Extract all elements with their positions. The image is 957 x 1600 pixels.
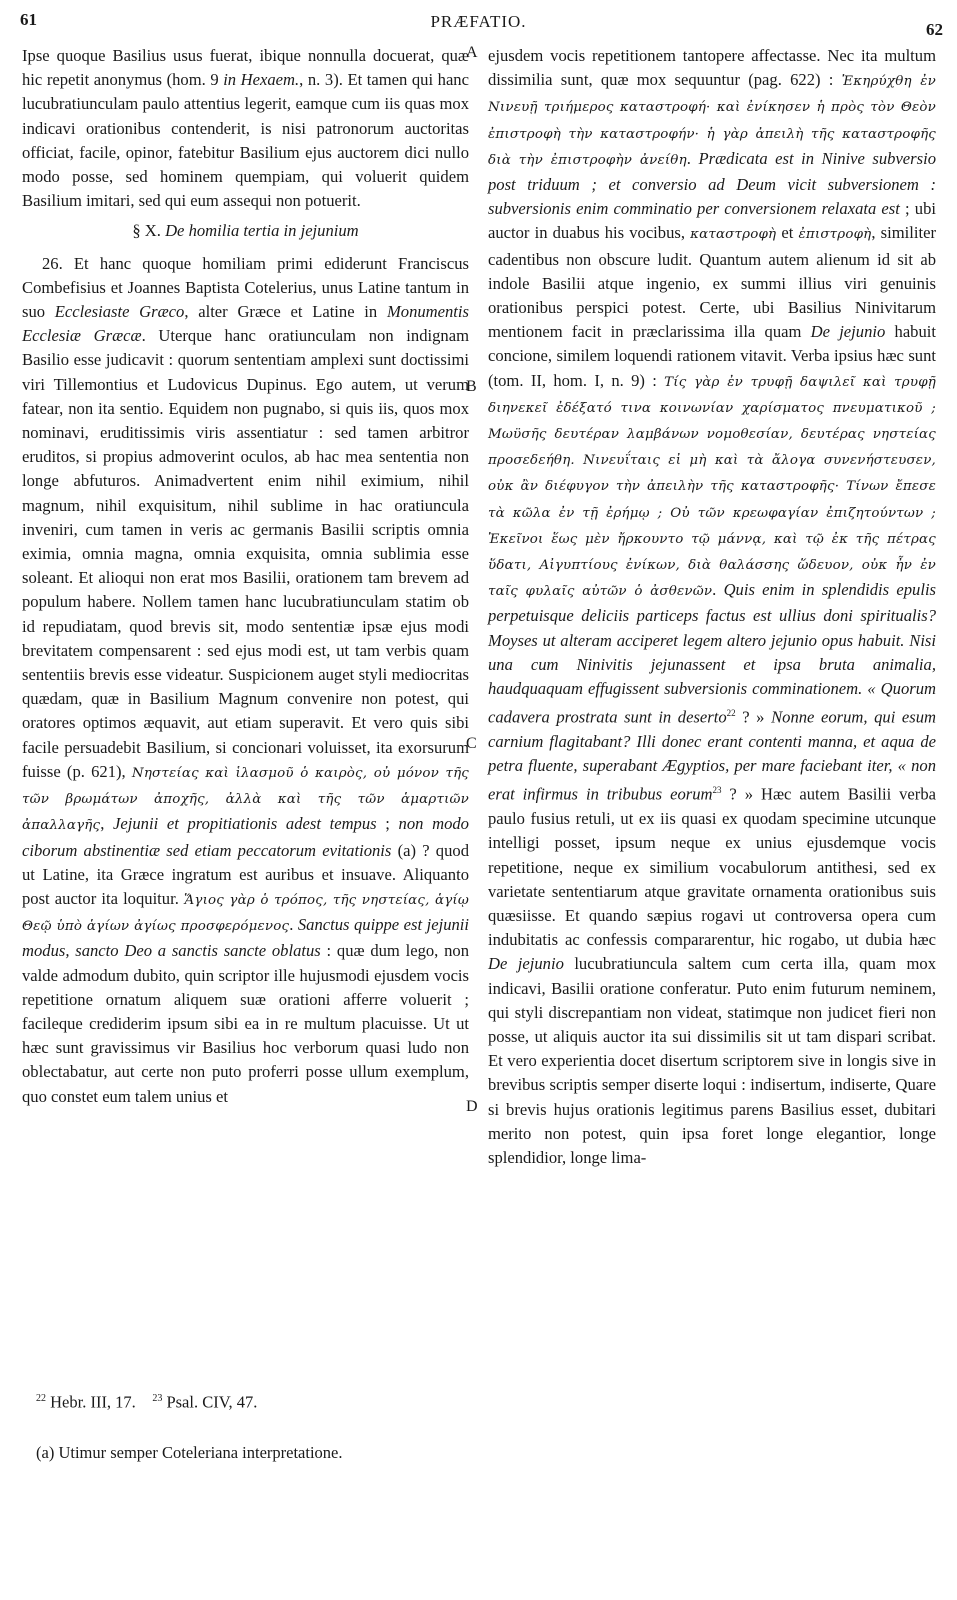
footnote-23-text: Psal. CIV, 47.: [166, 1392, 258, 1412]
footnote-22-number: 22: [36, 1393, 46, 1404]
margin-letter-b: B: [466, 378, 477, 395]
footnote-ref: 22: [726, 708, 736, 719]
text-run: ejusdem vocis repetitionem tantopere affectasse. Nec ita multum dissimilia sunt, quæ mox sequuntur (pag. 622) :: [488, 46, 936, 90]
text-run: ? » Hæc autem Basilii verba paulo fusius retuli, ut ex iis quasi ex quodam specimine utcunque intelligi posset, ipsum neque ex unius ejusdemque vocis repetitione, neque ex similium vocabulorum antithesi, sed ex varietate sententiarum atque gravitate ornamenta orationibus suis quæsiisse. Et quando sæpius rogavi ut controversa opera cum indubitatis ac confessis compararentur, hic rogabo, ut dubia hæc: [488, 784, 936, 950]
italic-text: Jejunii et propitiationis adest tempus: [113, 814, 377, 834]
text-run: ? »: [735, 707, 772, 727]
text-run: (a) ? quod ut Latine, ita Græce ingratum est auribus et insuave. Aliquanto post auctor ita loquitur.: [22, 840, 469, 908]
italic-text: in Hexaem.: [223, 70, 300, 90]
italic-text: De jejunio: [810, 322, 886, 342]
italic-text: Sanctus quippe est jejunii modus, sancto Deo a sanctis sancte oblatus: [22, 915, 470, 961]
italic-text: non modo ciborum abstinentiæ sed etiam peccatorum evitationis: [22, 814, 469, 860]
text-run: , similiter cadentibus non obscure ludit. Quantum autem alienum id sit ab indole Basilii atque ingenio, ex summi illius viri genuinis orationibus perspici potest. Certe, ubi Basilius Ninivitarum mentionem facit in præclarissima illa quam: [488, 223, 936, 342]
section-mark: § X.: [132, 221, 161, 241]
text-run: 26. Et hanc quoque homiliam primi ediderunt Franciscus Combefisius et Joannes Baptista Cotelerius, unus Latine tantum in suo: [22, 253, 469, 322]
text-run: .: [712, 580, 724, 600]
italic-text: Monumentis Ecclesiæ Græcæ: [22, 302, 469, 346]
text-run: ;: [376, 814, 399, 834]
text-run: lucubratiuncula saltem cum certa illa, quam mox indicavi, Basilii oratione conferatur. Puto enim futurum neminem, qui styli discrepantiam non videat, statimque non judicet fieri non posse, ut aliquis auctor ita sui dissimilis sit ut tam dispari scribat. Et vero experientia docet disertum scriptorem sive in longis sive in brevibus scriptis semper diserte loqui : indisertum, indiserte, Quare si brevis hujus orationis legitimus parens Basilius esset, dubitari merito non potest, quin ipsa foret longe elegantior, longe splendidior, longe lima-: [488, 954, 936, 1167]
section-title: De homilia tertia in jejunium: [165, 221, 359, 241]
right-page-number: 62: [926, 20, 943, 39]
greek-quotation: καταστροφὴ: [690, 227, 777, 243]
text-run: : quæ dum lego, non valde admodum dubito, quin scriptor ille hujusmodi ejusdem vocis repetitione ornatum aliquem suæ orationi afferre voluerit ; facileque crediderim ipsum sibi ea in re multum placuisse. Ut ut hæc sunt gravissimus vir Basilius hoc verborum quasi ludo non oblectabatur, aut certe non puto proferri posse ullum exemplum, quo constet eum talem unius et: [22, 941, 469, 1106]
greek-quotation: Νηστείας καὶ ἱλασμοῦ ὁ καιρὸς, οὐ μόνον τῆς τῶν βρωμάτων ἀποχῆς, ἀλλὰ καὶ τῆς τῶν ἁμαρτιῶν ἀπαλλαγῆς: [22, 765, 469, 834]
left-column: [22, 44, 469, 1109]
italic-text: Quis enim in splendidis epulis perpetuisque deliciis particeps factus est ullius doni spiritualis? Moyses ut alteram acciperet legem altero jejunio opus habuit. Nisi una cum Ninivitis jejunassent et ipsa bruta animalia, haudquaquam effugissent subversionis comminationem. « Quorum cadavera prostrata sunt in deserto: [488, 580, 937, 727]
text-run: ; ubi auctor in duabus his vocibus,: [488, 199, 936, 243]
greek-quotation: Τίς γὰρ ἐν τρυφῇ δαψιλεῖ καὶ τρυφῇ διηνεκεῖ ἐδέξατό τινα κοινωνίαν χαρίσματος πνευματικοῦ ; Μωϋσῆς δευτέραν λαμβάνων νομοθεσίαν, δευτέρας νηστείας προσεδεήθη. Νινευΐταις εἰ μὴ καὶ τὰ ἄλογα συνενήστευσεν, οὐκ ἂν διέφυγον τὴν ἀπειλὴν τῆς καταστροφῆς· Τίνων ἔπεσε τὰ κῶλα ἐν τῇ ἐρήμῳ ; Οὐ τῶν κρεωφαγίαν ἐπιζητούντων ; Ἐκεῖνοι ἕως μὲν ἤρκουντο τῷ μάννᾳ, καὶ τῷ ἐκ τῆς πέτρας ὕδατι, Αἰγυπτίους ἐνίκων, διὰ θαλάσσης ὥδευον, οὐκ ἦν ἐν ταῖς φυλαῖς αὐτῶν ὁ ἀσθενῶν: [488, 374, 936, 600]
left-paragraph-1: [22, 44, 469, 213]
running-title: PRÆFATIO.: [430, 12, 527, 31]
left-page-number: 61: [20, 10, 37, 29]
italic-text: De jejunio: [488, 954, 564, 974]
text-run: , alter Græce et Latine in: [184, 302, 387, 322]
text-run: . Uterque hanc oratiunculam non indignam Basilio esse judicavit : quorum sententiam amplexi sunt doctissimi viri Tillemontius et Ludovicus Dupinus. Ego autem, ut verum fatear, non ita sentio. Equidem non pugnabo, si quis iis, quos mox nominavi, eruditissimis viris assentiatur : sed tamen arbitror eruditos, si propius admoverint oculos, ab hac mea sententia non longe abfuturos. Animadvertent enim nihil eximium, nihil magnum, nihil exquisitum, nihil sublime in hac oratiuncula inveniri, cum tamen in veris ac germanis Basilii scriptis omnia eximia, omnia magna, omnia exquisita, omnia sublimia esse soleant. Et alioqui non erat mos Basilii, orationem tam brevem ad populum habere. Nollem tamen hanc lucubratiunculam statim ob id repudiatam, quod brevis sit, modo sententiæ ipsæ ejus modi brevitatem compensarent : sed ejus modi est, ut tam verbis quam sententiis brevis esse videatur. Suspicionem auget styli mediocritas quædam, quæ in Basilium Magnum convenire non potest, qui oratores optimos æquavit, aut etiam superavit. Et vero quis sibi facile persuadebit Basilium, si concionari voluisset, ita exorsurum fuisse (p. 621),: [22, 326, 469, 781]
greek-quotation: Ἅγιος γὰρ ὁ τρόπος, τῆς νηστείας, ἁγίῳ Θεῷ ὑπὸ ἁγίων ἀγίως προσφερόμενος: [22, 892, 469, 935]
text-run: et: [776, 223, 799, 243]
text-run: , n. 3). Et tamen qui hanc lucubratiunculam paulo attentius legerit, eamque cum iis quas mox indicavi orationibus contenderit, is nisi patronorum auctoritas officiat, facile, opinor, fatebitur Basilium ejus auctorem dici nullo modo posse, sed hominem quempiam, qui voluerit quidem Basilium imitari, sed qui eum assequi non potuerit.: [22, 70, 469, 211]
footnote-23-number: 23: [152, 1393, 163, 1404]
margin-letter-c: C: [466, 735, 477, 752]
italic-text: Nonne eorum, qui esum carnium flagitabant? Illi donec erant contenti manna, et aqua de petra fluente, superabant Ægyptios, per mare faciebant iter, « non erat infirmus in tribubus eorum: [488, 707, 937, 804]
right-column: [488, 44, 936, 1170]
left-paragraph-2: [22, 252, 469, 1109]
text-run: .: [686, 148, 699, 168]
text-run: .: [289, 915, 298, 935]
text-run: ,: [100, 814, 114, 834]
italic-text: Prædicata est in Ninive subversio post triduum ; et conversio ad Deum vicit subversionem : subversionis enim comminatio per conversionem relaxata est: [488, 148, 936, 219]
margin-letter-a: A: [466, 44, 478, 61]
footnote-22-text: Hebr. III, 17.: [50, 1392, 136, 1412]
section-heading: [22, 219, 469, 243]
greek-quotation: ἐπιστροφὴ: [798, 227, 872, 243]
footnotes: [36, 1388, 343, 1492]
footnote-a: (a) Utimur semper Coteleriana interpretatione.: [36, 1442, 343, 1462]
footnote-ref: 23: [712, 785, 722, 796]
right-paragraph-1: [488, 44, 936, 1170]
margin-letter-d: D: [466, 1098, 478, 1115]
text-run: habuit concione, similem loquendi rationem vitavit. Verba ipsius hæc sunt (tom. II, hom. I, n. 9) :: [488, 322, 936, 390]
footnote-references: [36, 1388, 343, 1414]
greek-quotation: Ἐκηρύχθη ἐν Νινευῇ τριήμερος καταστροφή· καὶ ἐνίκησεν ἡ πρὸς τὸν Θεὸν ἐπιστροφὴ τὴν καταστροφήν· ἡ γὰρ ἀπειλὴ τῆς καταστροφῆς διὰ τὴν ἐπιστροφὴν ἀνείθη: [488, 74, 936, 168]
text-run: Ipse quoque Basilius usus fuerat, ibique nonnulla docuerat, quæ hic repetit anonymus (hom. 9: [22, 46, 469, 90]
italic-text: Ecclesiaste Græco: [54, 302, 185, 322]
